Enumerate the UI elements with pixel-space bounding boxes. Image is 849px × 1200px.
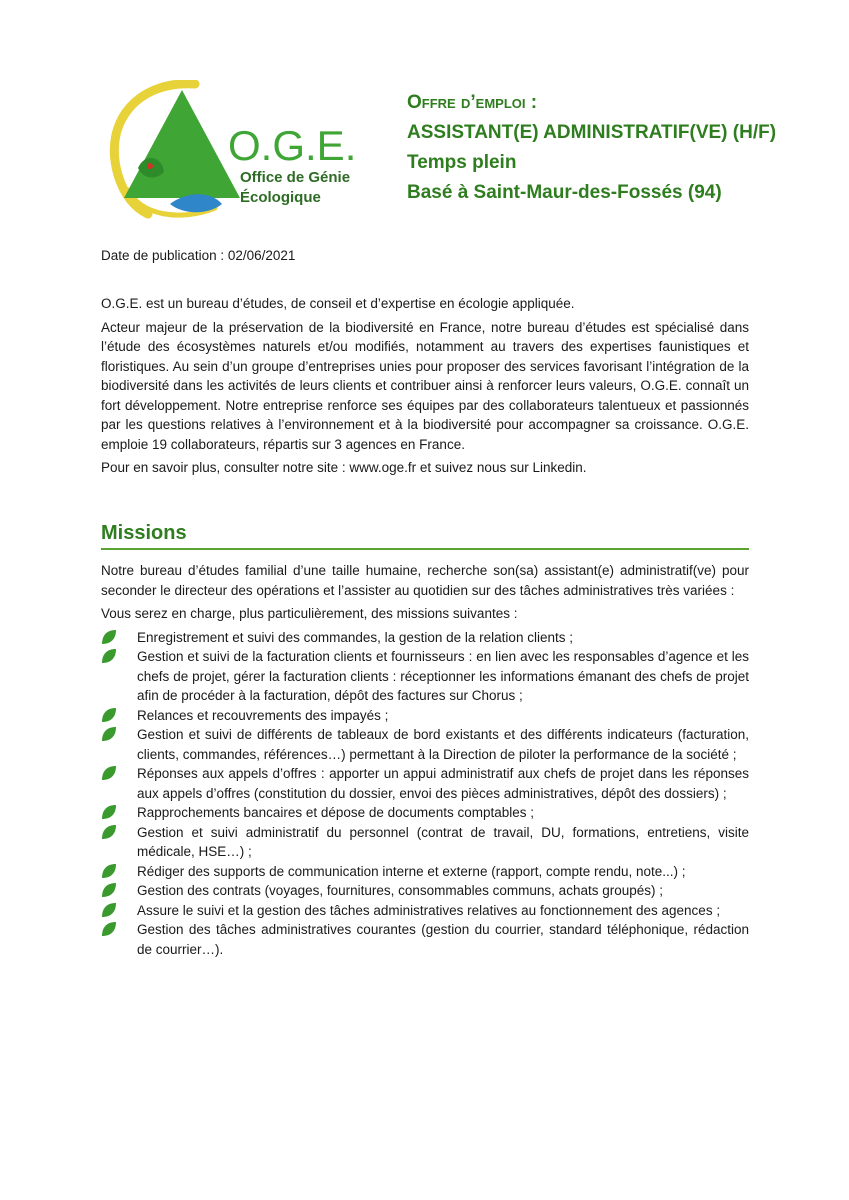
- job-title: ASSISTANT(E) ADMINISTRATIF(VE) (H/F): [407, 122, 777, 143]
- logo-line2: Écologique: [240, 189, 321, 206]
- intro-paragraph-1: O.G.E. est un bureau d’études, de conseil et d’expertise en écologie appliquée.: [101, 296, 575, 311]
- publication-date: Date de publication : 02/06/2021: [101, 248, 296, 263]
- list-item: Réponses aux appels d’offres : apporter un appui administratif aux chefs de projet dans les réponses aux appels d’offres (constitution du dossier, envoi des pièces administratives, dépôt des dossiers) ;: [101, 764, 749, 803]
- list-item: Gestion des tâches administratives courantes (gestion du courrier, standard téléphonique, rédaction de courrier…).: [101, 920, 749, 959]
- leaf-bullet-icon: [101, 863, 117, 879]
- list-item: Gestion et suivi de différents de tableaux de bord existants et des différents indicateurs (facturation, clients, commandes, références…) permettant à la Direction de piloter la performance de la société ;: [101, 725, 749, 764]
- missions-title: Missions: [101, 522, 749, 550]
- job-header: [407, 90, 837, 210]
- logo-line1: Office de Génie: [240, 169, 351, 186]
- missions-section: [101, 561, 749, 959]
- leaf-bullet-icon: [101, 921, 117, 937]
- list-item: Rapprochements bancaires et dépose de documents comptables ;: [101, 803, 749, 823]
- missions-lead: Vous serez en charge, plus particulièrement, des missions suivantes :: [101, 606, 518, 621]
- list-item: Gestion et suivi administratif du personnel (contrat de travail, DU, formations, entretiens, visite médicale, HSE…) ;: [101, 823, 749, 862]
- list-item: Enregistrement et suivi des commandes, la gestion de la relation clients ;: [101, 628, 749, 648]
- list-item: Rédiger des supports de communication interne et externe (rapport, compte rendu, note...) ;: [101, 862, 749, 882]
- leaf-bullet-icon: [101, 648, 117, 664]
- job-offer-label: Offre d’emploi :: [407, 92, 538, 113]
- leaf-bullet-icon: [101, 824, 117, 840]
- company-intro: [101, 294, 749, 482]
- leaf-bullet-icon: [101, 902, 117, 918]
- leaf-bullet-icon: [101, 629, 117, 645]
- intro-paragraph-2: Acteur majeur de la préservation de la biodiversité en France, notre bureau d’études est spécialisé dans l’étude des écosystèmes naturels et/ou modifiés, notamment au travers des expertises faunistiques et floristiques. Au sein d’un groupe d’entreprises unies pour proposer des services favorisant l’intégration de la biodiversité dans les activités de leurs clients et contribuer ainsi à renforcer leurs valeurs, O.G.E. connaît un fort développement. Notre entreprise renforce ses équipes par des collaborateurs talentueux et passionnés par les questions relatives à l’environnement et à la biodiversité pour accompagner sa croissance. O.G.E. emploie 19 collaborateurs, répartis sur 3 agences en France.: [101, 319, 749, 452]
- job-location: Basé à Saint-Maur-des-Fossés (94): [407, 182, 722, 203]
- missions-list: [101, 628, 749, 960]
- logo-graphic: [100, 80, 380, 220]
- leaf-bullet-icon: [101, 882, 117, 898]
- leaf-bullet-icon: [101, 726, 117, 742]
- company-logo: [100, 80, 380, 220]
- logo-acronym: O.G.E.: [228, 122, 357, 169]
- missions-intro: Notre bureau d’études familial d’une taille humaine, recherche son(sa) assistant(e) administratif(ve) pour seconder le directeur des opérations et l’assister au quotidien sur des tâches administratives très variées :: [101, 563, 749, 598]
- leaf-bullet-icon: [101, 707, 117, 723]
- intro-paragraph-3: Pour en savoir plus, consulter notre site : www.oge.fr et suivez nous sur Linkedin.: [101, 460, 587, 475]
- list-item: Gestion des contrats (voyages, fournitures, consommables communs, achats groupés) ;: [101, 881, 749, 901]
- list-item: Assure le suivi et la gestion des tâches administratives relatives au fonctionnement des agences ;: [101, 901, 749, 921]
- leaf-bullet-icon: [101, 765, 117, 781]
- job-contract-type: Temps plein: [407, 152, 517, 173]
- list-item: Relances et recouvrements des impayés ;: [101, 706, 749, 726]
- leaf-bullet-icon: [101, 804, 117, 820]
- list-item: Gestion et suivi de la facturation clients et fournisseurs : en lien avec les responsables d’agence et les chefs de projet, gérer la facturation clients : réceptionner les informations émanant des chefs de projet afin de procéder à la facturation, dépôt des factures sur Chorus ;: [101, 647, 749, 706]
